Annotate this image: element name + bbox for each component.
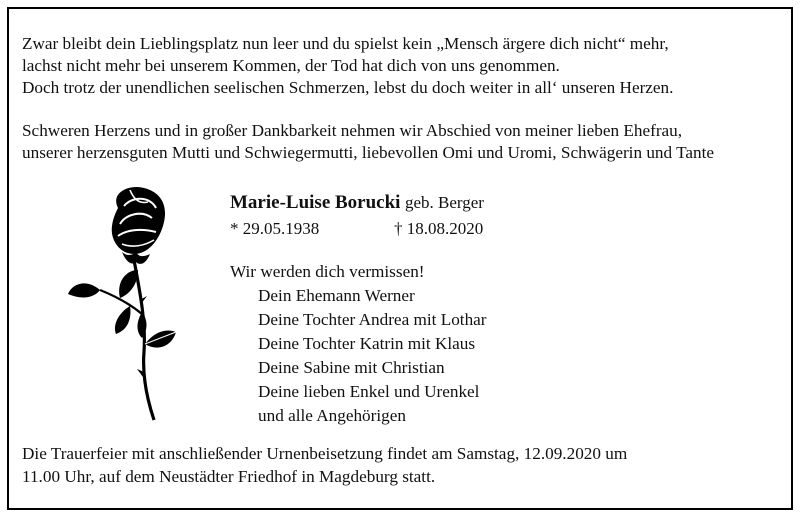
maiden-name: geb. Berger [404, 193, 484, 212]
rose-icon [60, 182, 190, 422]
mourners-heading: Wir werden dich vermissen! [230, 262, 425, 281]
funeral-line-2: 11.00 Uhr, auf dem Neustädter Friedhof in Magdeburg statt. [22, 467, 436, 486]
deceased-name-line [230, 190, 484, 215]
mourner-item: Deine Tochter Katrin mit Klaus [258, 334, 476, 353]
intro-line-1: Schweren Herzens und in großer Dankbarkeit nehmen wir Abschied von meiner lieben Ehefrau, [22, 121, 683, 140]
mourner-item: und alle Angehörigen [258, 406, 406, 425]
intro-line-2: unserer herzensguten Mutti und Schwiegermutti, liebevollen Omi und Uromi, Schwägerin und Tante [22, 143, 715, 162]
birth-date: * 29.05.1938 [230, 219, 320, 238]
mourner-item: Deine lieben Enkel und Urenkel [258, 382, 480, 401]
poem-line-2: lachst nicht mehr bei unserem Kommen, der Tod hat dich von uns genommen. [22, 56, 560, 75]
mourner-item: Deine Sabine mit Christian [258, 358, 445, 377]
poem-line-3: Doch trotz der unendlichen seelischen Schmerzen, lebst du doch weiter in all‘ unseren Herzen. [22, 78, 674, 97]
funeral-line-1: Die Trauerfeier mit anschließender Urnenbeisetzung findet am Samstag, 12.09.2020 um [22, 444, 628, 463]
poem-line-1: Zwar bleibt dein Lieblingsplatz nun leer und du spielst kein „Mensch ärgere dich nicht“ mehr, [22, 34, 669, 53]
death-date: † 18.08.2020 [394, 219, 484, 238]
mourner-item: Dein Ehemann Werner [258, 286, 415, 305]
mourner-item: Deine Tochter Andrea mit Lothar [258, 310, 487, 329]
deceased-name: Marie-Luise Borucki [230, 192, 401, 213]
